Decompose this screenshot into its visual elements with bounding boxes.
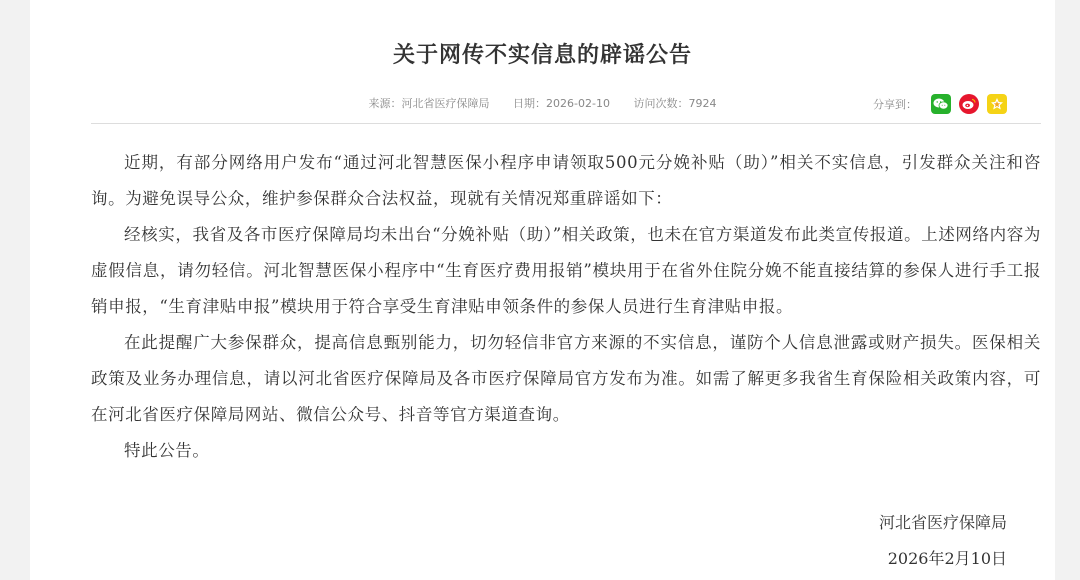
paragraph: 特此公告。 [124, 441, 210, 460]
meta-source: 来源：河北省医疗保障局 [368, 97, 490, 110]
article-page [30, 0, 1055, 580]
paragraph: 近期，有部分网络用户发布“通过河北智慧医保小程序申请领取500元分娩补贴（助）”相关不实信息，引发群众关注和咨询。为避免误导公众，维护参保群众合法权益，现就有关情况郑重辟谣如下： [91, 153, 1041, 208]
wechat-icon[interactable] [931, 94, 951, 114]
signature-block [879, 505, 1007, 577]
share-bar [873, 94, 1007, 114]
qzone-icon[interactable] [987, 94, 1007, 114]
paragraph: 经核实，我省及各市医疗保障局均未出台“分娩补贴（助）”相关政策，也未在官方渠道发布此类宣传报道。上述网络内容为虚假信息，请勿轻信。河北智慧医保小程序中“生育医疗费用报销”模块用于在省外住院分娩不能直接结算的参保人进行手工报销申报，“生育津贴申报”模块用于符合享受生育津贴申领条件的参保人员进行生育津贴申报。 [91, 225, 1041, 316]
share-label: 分享到： [873, 98, 917, 111]
article-title: 关于网传不实信息的辟谣公告 [392, 43, 692, 68]
signature-date: 2026年2月10日 [887, 549, 1007, 568]
meta-divider [91, 123, 1041, 124]
paragraph: 在此提醒广大参保群众，提高信息甄别能力，切勿轻信非官方来源的不实信息，谨防个人信息泄露或财产损失。医保相关政策及业务办理信息，请以河北省医疗保障局及各市医疗保障局官方发布为准。如需了解更多我省生育保险相关政策内容，可在河北省医疗保障局网站、微信公众号、抖音等官方渠道查询。 [91, 333, 1041, 424]
meta-views: 访问次数：7924 [633, 97, 717, 110]
weibo-icon[interactable] [959, 94, 979, 114]
meta-date: 日期：2026-02-10 [513, 97, 610, 110]
signature-org: 河北省医疗保障局 [878, 513, 1007, 532]
article-body [91, 145, 1041, 469]
